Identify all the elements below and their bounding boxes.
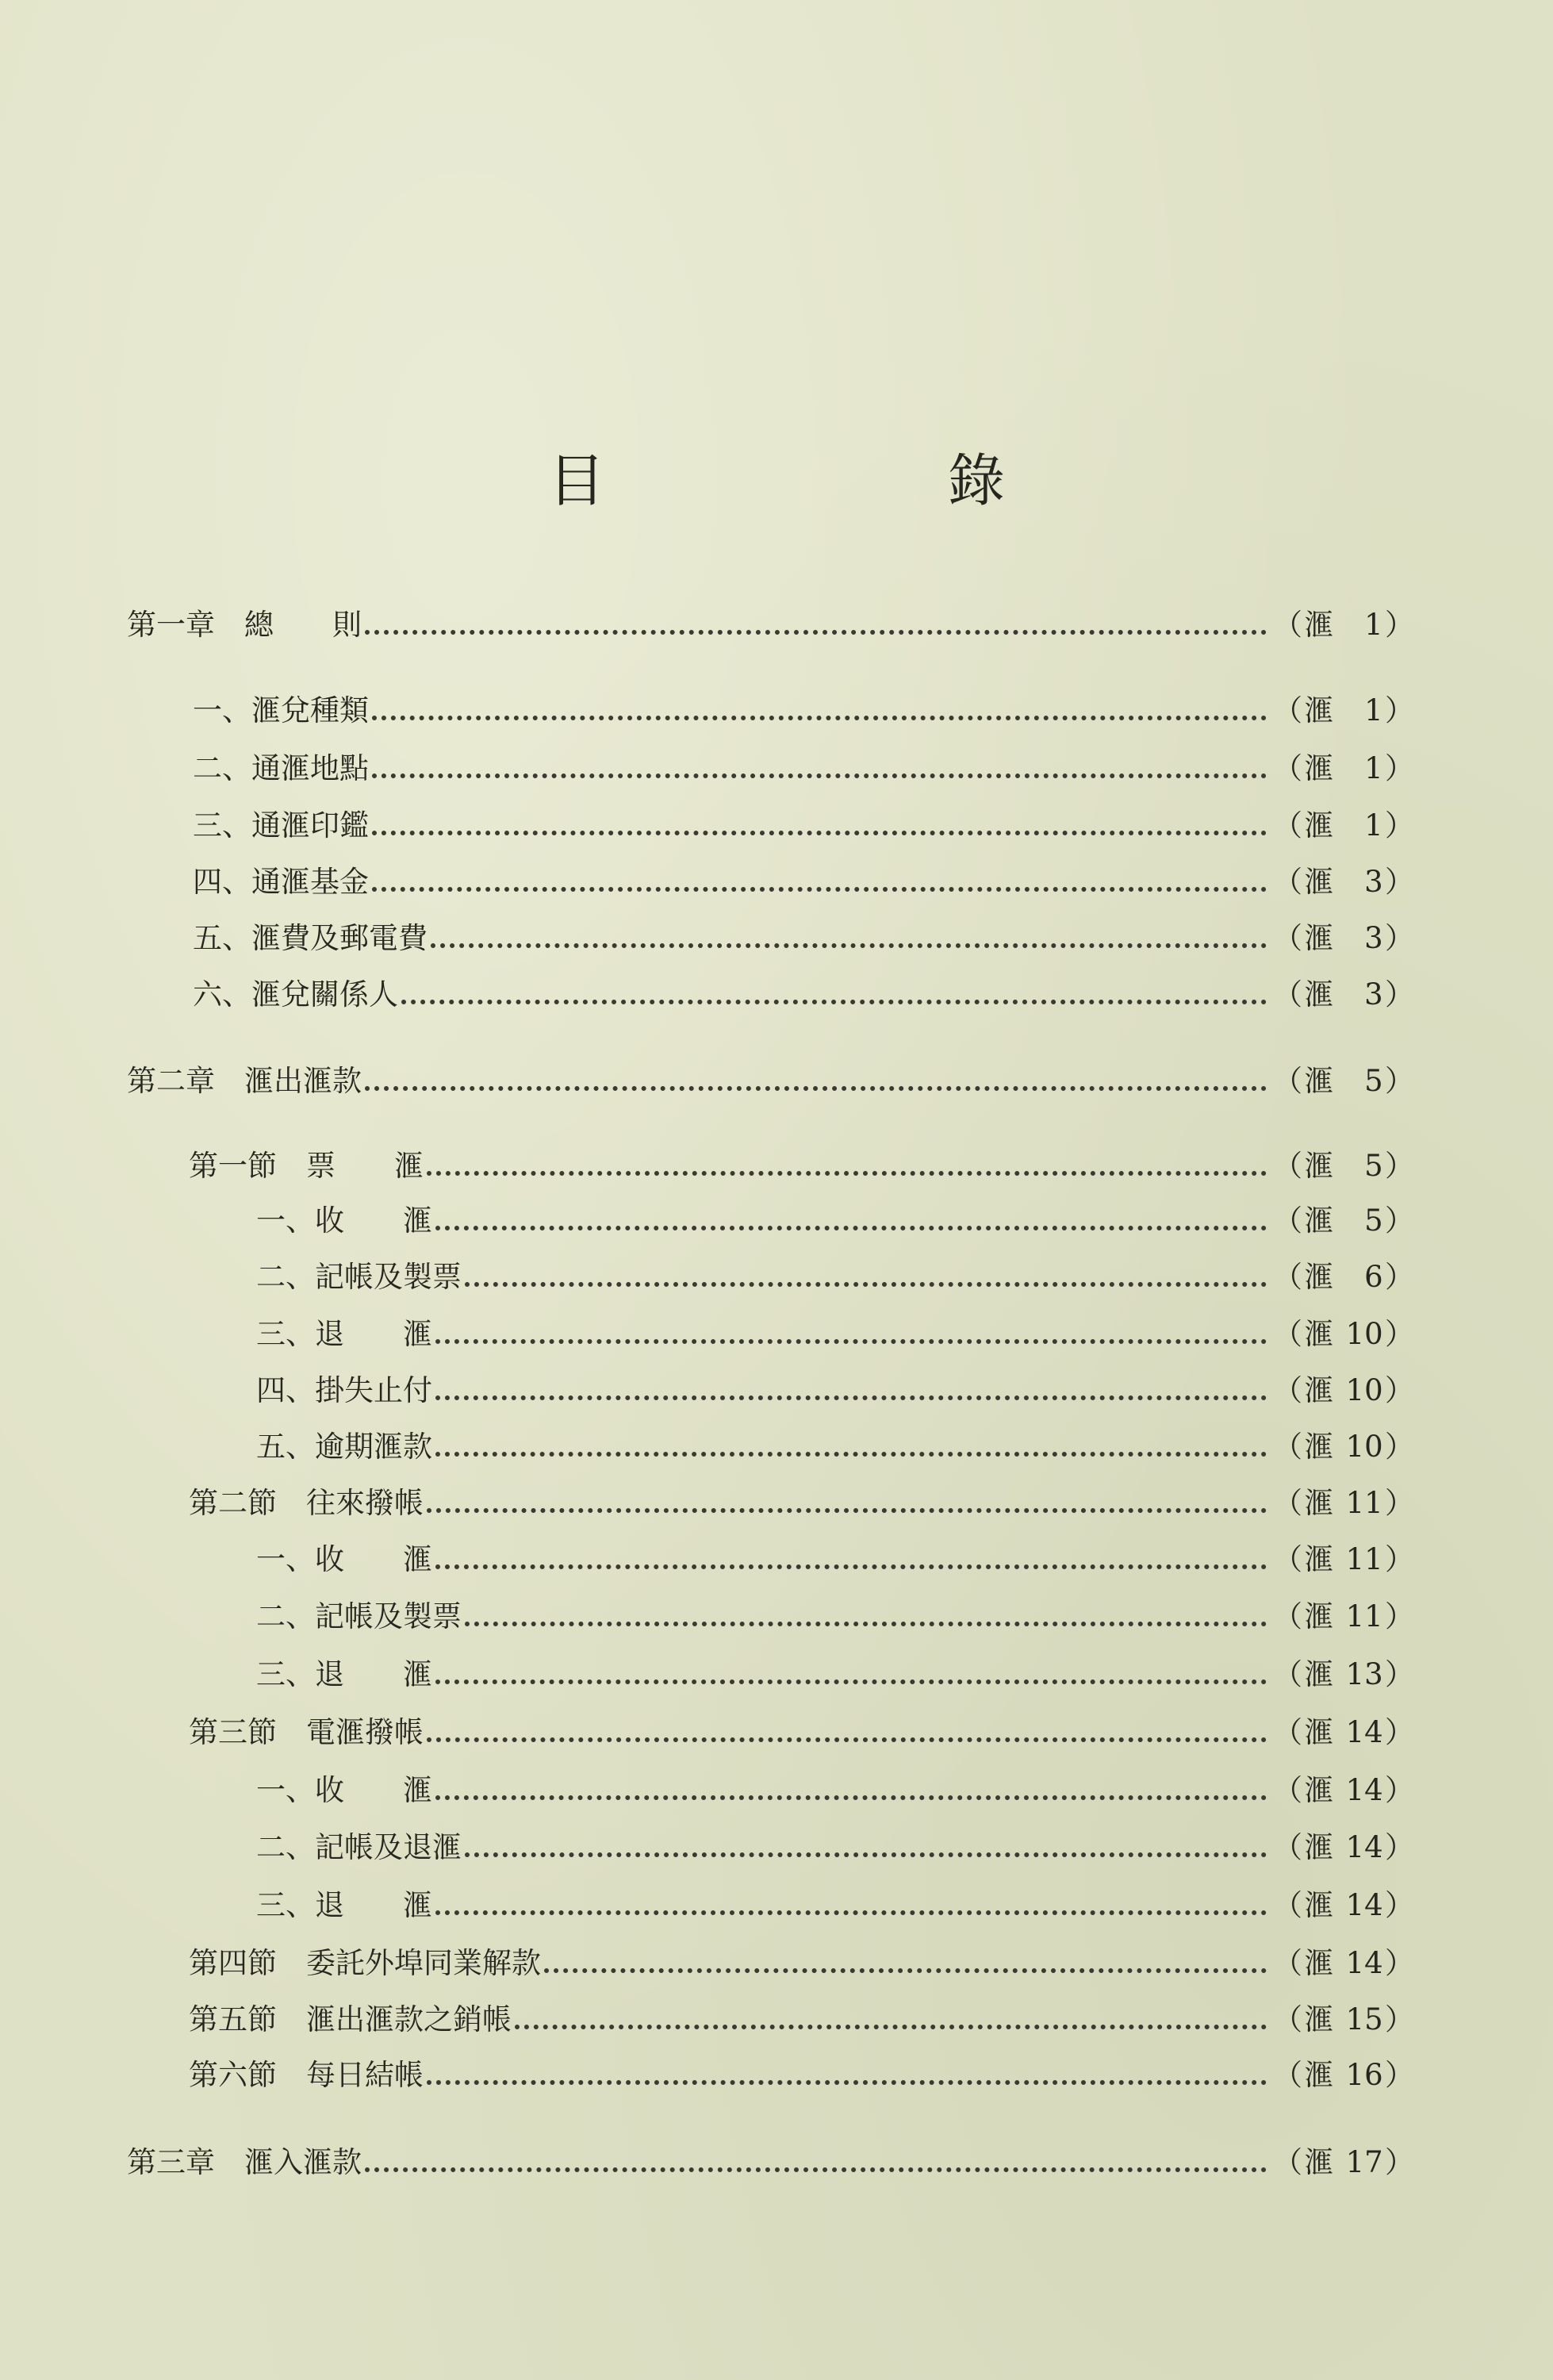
dot-leader: [372, 716, 1267, 720]
entry-label: 第一節 票 滙: [189, 1149, 424, 1183]
open-paren: （: [1273, 1149, 1302, 1183]
toc-entry-item: [0, 1317, 1553, 1352]
ref-prefix: 滙: [1304, 1064, 1334, 1098]
page-reference: [1273, 751, 1414, 786]
page-number: 11: [1345, 1542, 1383, 1576]
close-paren: ）: [1384, 977, 1414, 1012]
open-paren: （: [1273, 1203, 1302, 1238]
page-reference: [1273, 921, 1414, 956]
page-reference: [1273, 1599, 1414, 1634]
page-number: 15: [1345, 2002, 1383, 2036]
ref-prefix: 滙: [1304, 977, 1334, 1012]
page-number: 1: [1364, 693, 1383, 727]
page-reference: [1273, 1830, 1414, 1865]
entry-label: 第三節 電滙撥帳: [189, 1715, 424, 1749]
close-paren: ）: [1384, 2058, 1414, 2092]
page-number: 10: [1345, 1430, 1383, 1464]
ref-prefix: 滙: [1304, 1542, 1334, 1576]
dot-leader: [515, 2025, 1267, 2029]
ref-prefix: 滙: [1304, 1888, 1334, 1922]
dot-leader: [431, 943, 1267, 948]
open-paren: （: [1273, 1888, 1302, 1922]
open-paren: （: [1273, 693, 1302, 727]
entry-label: 二、通滙地點: [193, 751, 369, 785]
entry-label: 第四節 委託外埠同業解款: [189, 1946, 541, 1980]
toc-entry-section: [0, 1486, 1553, 1521]
ref-prefix: 滙: [1304, 751, 1334, 785]
toc-entry-item1: [0, 865, 1553, 900]
toc-entry-section: [0, 1946, 1553, 1981]
toc-entry-item: [0, 1830, 1553, 1865]
close-paren: ）: [1384, 1946, 1414, 1980]
ref-prefix: 滙: [1304, 2145, 1334, 2179]
toc-entry-section: [0, 1149, 1553, 1184]
page-title: 目 錄: [547, 447, 1148, 514]
page-reference: [1273, 1773, 1414, 1808]
ref-prefix: 滙: [1304, 1430, 1334, 1464]
page-reference: [1273, 865, 1414, 900]
toc-entry-item1: [0, 693, 1553, 728]
page-number: 10: [1345, 1373, 1383, 1407]
toc-entry-item1: [0, 977, 1553, 1012]
toc-entry-item: [0, 1373, 1553, 1408]
open-paren: （: [1273, 1599, 1302, 1633]
entry-label: 第六節 每日結帳: [189, 2058, 424, 2092]
open-paren: （: [1273, 2058, 1302, 2092]
entry-label: 五、逾期滙款: [256, 1430, 432, 1464]
page-reference: [1273, 1373, 1414, 1408]
page-number: 1: [1364, 608, 1383, 642]
close-paren: ）: [1384, 1657, 1414, 1691]
entry-label: 二、記帳及製票: [256, 1599, 462, 1633]
entry-label: 第二節 往來撥帳: [189, 1486, 424, 1520]
page-number: 3: [1364, 977, 1383, 1012]
page-reference: [1273, 1064, 1414, 1099]
toc-entry-chapter: [0, 608, 1553, 643]
open-paren: （: [1273, 808, 1302, 843]
page-number: 14: [1345, 1946, 1383, 1980]
close-paren: ）: [1384, 1373, 1414, 1407]
close-paren: ）: [1384, 921, 1414, 955]
open-paren: （: [1273, 2145, 1302, 2179]
open-paren: （: [1273, 1486, 1302, 1520]
entry-label: 五、滙費及郵電費: [193, 921, 428, 955]
toc-entry-section: [0, 2002, 1553, 2037]
entry-label: 第一章 總 則: [127, 608, 362, 642]
open-paren: （: [1273, 2002, 1302, 2036]
entry-label: 一、滙兌種類: [193, 693, 369, 727]
dot-leader: [435, 1910, 1267, 1915]
close-paren: ）: [1384, 751, 1414, 785]
toc-entry-item: [0, 1888, 1553, 1923]
page-number: 1: [1364, 808, 1383, 843]
page-reference: [1273, 608, 1414, 643]
ref-prefix: 滙: [1304, 1773, 1334, 1807]
toc-entry-item1: [0, 808, 1553, 843]
page-reference: [1273, 1946, 1414, 1981]
dot-leader: [365, 2167, 1267, 2172]
page-reference: [1273, 1260, 1414, 1295]
ref-prefix: 滙: [1304, 1830, 1334, 1864]
entry-label: 第三章 滙入滙款: [127, 2145, 362, 2179]
entry-label: 第二章 滙出滙款: [127, 1064, 362, 1098]
close-paren: ）: [1384, 808, 1414, 843]
page-number: 13: [1345, 1657, 1383, 1691]
page-reference: [1273, 1657, 1414, 1692]
page-number: 11: [1345, 1486, 1383, 1520]
close-paren: ）: [1384, 1773, 1414, 1807]
page-number: 3: [1364, 921, 1383, 955]
entry-label: 三、退 滙: [256, 1317, 432, 1351]
close-paren: ）: [1384, 1149, 1414, 1183]
open-paren: （: [1273, 1715, 1302, 1749]
page-number: 14: [1345, 1715, 1383, 1749]
entry-label: 二、記帳及退滙: [256, 1830, 462, 1864]
page-reference: [1273, 1888, 1414, 1923]
close-paren: ）: [1384, 1888, 1414, 1922]
dot-leader: [465, 1282, 1267, 1287]
ref-prefix: 滙: [1304, 1149, 1334, 1183]
page-reference: [1273, 2145, 1414, 2180]
close-paren: ）: [1384, 1430, 1414, 1464]
toc-entry-item: [0, 1773, 1553, 1808]
close-paren: ）: [1384, 1830, 1414, 1864]
dot-leader: [401, 1000, 1267, 1004]
ref-prefix: 滙: [1304, 1317, 1334, 1351]
page-number: 10: [1345, 1317, 1383, 1351]
close-paren: ）: [1384, 1260, 1414, 1294]
close-paren: ）: [1384, 2002, 1414, 2036]
close-paren: ）: [1384, 1599, 1414, 1633]
dot-leader: [544, 1968, 1267, 1973]
open-paren: （: [1273, 1773, 1302, 1807]
open-paren: （: [1273, 1830, 1302, 1864]
dot-leader: [365, 630, 1267, 635]
dot-leader: [365, 1086, 1267, 1091]
page-reference: [1273, 1715, 1414, 1750]
dot-leader: [427, 2080, 1267, 2085]
close-paren: ）: [1384, 1542, 1414, 1576]
open-paren: （: [1273, 1064, 1302, 1098]
toc-entry-item: [0, 1430, 1553, 1464]
ref-prefix: 滙: [1304, 1946, 1334, 1980]
page-number: 17: [1345, 2145, 1383, 2179]
close-paren: ）: [1384, 693, 1414, 727]
close-paren: ）: [1384, 1203, 1414, 1238]
page-reference: [1273, 693, 1414, 728]
entry-label: 六、滙兌關係人: [193, 977, 398, 1012]
toc-entry-item1: [0, 921, 1553, 956]
close-paren: ）: [1384, 865, 1414, 899]
page-reference: [1273, 1149, 1414, 1184]
page-reference: [1273, 2058, 1414, 2093]
open-paren: （: [1273, 1430, 1302, 1464]
page-reference: [1273, 977, 1414, 1012]
page-number: 14: [1345, 1830, 1383, 1864]
dot-leader: [427, 1737, 1267, 1742]
page-number: 11: [1345, 1599, 1383, 1633]
page-reference: [1273, 1430, 1414, 1464]
dot-leader: [372, 887, 1267, 892]
open-paren: （: [1273, 1260, 1302, 1294]
dot-leader: [372, 774, 1267, 778]
dot-leader: [435, 1452, 1267, 1457]
page-number: 5: [1364, 1149, 1383, 1183]
dot-leader: [435, 1679, 1267, 1684]
page-number: 5: [1364, 1203, 1383, 1238]
ref-prefix: 滙: [1304, 865, 1334, 899]
open-paren: （: [1273, 751, 1302, 785]
page-number: 1: [1364, 751, 1383, 785]
open-paren: （: [1273, 977, 1302, 1012]
close-paren: ）: [1384, 608, 1414, 642]
close-paren: ）: [1384, 1064, 1414, 1098]
open-paren: （: [1273, 1373, 1302, 1407]
entry-label: 第五節 滙出滙款之銷帳: [189, 2002, 512, 2036]
open-paren: （: [1273, 1317, 1302, 1351]
ref-prefix: 滙: [1304, 1203, 1334, 1238]
page-reference: [1273, 1203, 1414, 1238]
ref-prefix: 滙: [1304, 1373, 1334, 1407]
ref-prefix: 滙: [1304, 608, 1334, 642]
entry-label: 三、通滙印鑑: [193, 808, 369, 843]
ref-prefix: 滙: [1304, 1657, 1334, 1691]
page-number: 14: [1345, 1888, 1383, 1922]
dot-leader: [427, 1171, 1267, 1176]
open-paren: （: [1273, 608, 1302, 642]
entry-label: 三、退 滙: [256, 1657, 432, 1691]
entry-label: 一、收 滙: [256, 1773, 432, 1807]
close-paren: ）: [1384, 1486, 1414, 1520]
entry-label: 一、收 滙: [256, 1203, 432, 1238]
page-number: 6: [1364, 1260, 1383, 1294]
page-reference: [1273, 1542, 1414, 1577]
ref-prefix: 滙: [1304, 1486, 1334, 1520]
page-number: 14: [1345, 1773, 1383, 1807]
entry-label: 四、掛失止付: [256, 1373, 432, 1407]
dot-leader: [435, 1564, 1267, 1569]
dot-leader: [435, 1395, 1267, 1400]
ref-prefix: 滙: [1304, 921, 1334, 955]
ref-prefix: 滙: [1304, 2058, 1334, 2092]
close-paren: ）: [1384, 1317, 1414, 1351]
entry-label: 三、退 滙: [256, 1888, 432, 1922]
ref-prefix: 滙: [1304, 2002, 1334, 2036]
ref-prefix: 滙: [1304, 1260, 1334, 1294]
dot-leader: [427, 1508, 1267, 1513]
page-reference: [1273, 1317, 1414, 1352]
open-paren: （: [1273, 1946, 1302, 1980]
open-paren: （: [1273, 1657, 1302, 1691]
dot-leader: [465, 1622, 1267, 1626]
toc-entry-item: [0, 1203, 1553, 1238]
open-paren: （: [1273, 921, 1302, 955]
dot-leader: [372, 831, 1267, 835]
entry-label: 四、通滙基金: [193, 865, 369, 899]
page-reference: [1273, 1486, 1414, 1521]
dot-leader: [435, 1795, 1267, 1800]
ref-prefix: 滙: [1304, 1715, 1334, 1749]
open-paren: （: [1273, 1542, 1302, 1576]
close-paren: ）: [1384, 1715, 1414, 1749]
toc-entry-section: [0, 1715, 1553, 1750]
toc-entry-item: [0, 1599, 1553, 1634]
toc-entry-chapter: [0, 2145, 1553, 2180]
page-number: 3: [1364, 865, 1383, 899]
entry-label: 一、收 滙: [256, 1542, 432, 1576]
toc-entry-section: [0, 2058, 1553, 2093]
ref-prefix: 滙: [1304, 1599, 1334, 1633]
close-paren: ）: [1384, 2145, 1414, 2179]
toc-entry-chapter: [0, 1064, 1553, 1099]
toc-entry-item: [0, 1657, 1553, 1692]
toc-entry-item: [0, 1542, 1553, 1577]
ref-prefix: 滙: [1304, 808, 1334, 843]
ref-prefix: 滙: [1304, 693, 1334, 727]
entry-label: 二、記帳及製票: [256, 1260, 462, 1294]
page-number: 5: [1364, 1064, 1383, 1098]
toc-entry-item1: [0, 751, 1553, 786]
dot-leader: [435, 1226, 1267, 1230]
open-paren: （: [1273, 865, 1302, 899]
page-reference: [1273, 2002, 1414, 2037]
dot-leader: [435, 1339, 1267, 1344]
page-reference: [1273, 808, 1414, 843]
toc-entry-item: [0, 1260, 1553, 1295]
page-number: 16: [1345, 2058, 1383, 2092]
dot-leader: [465, 1852, 1267, 1857]
